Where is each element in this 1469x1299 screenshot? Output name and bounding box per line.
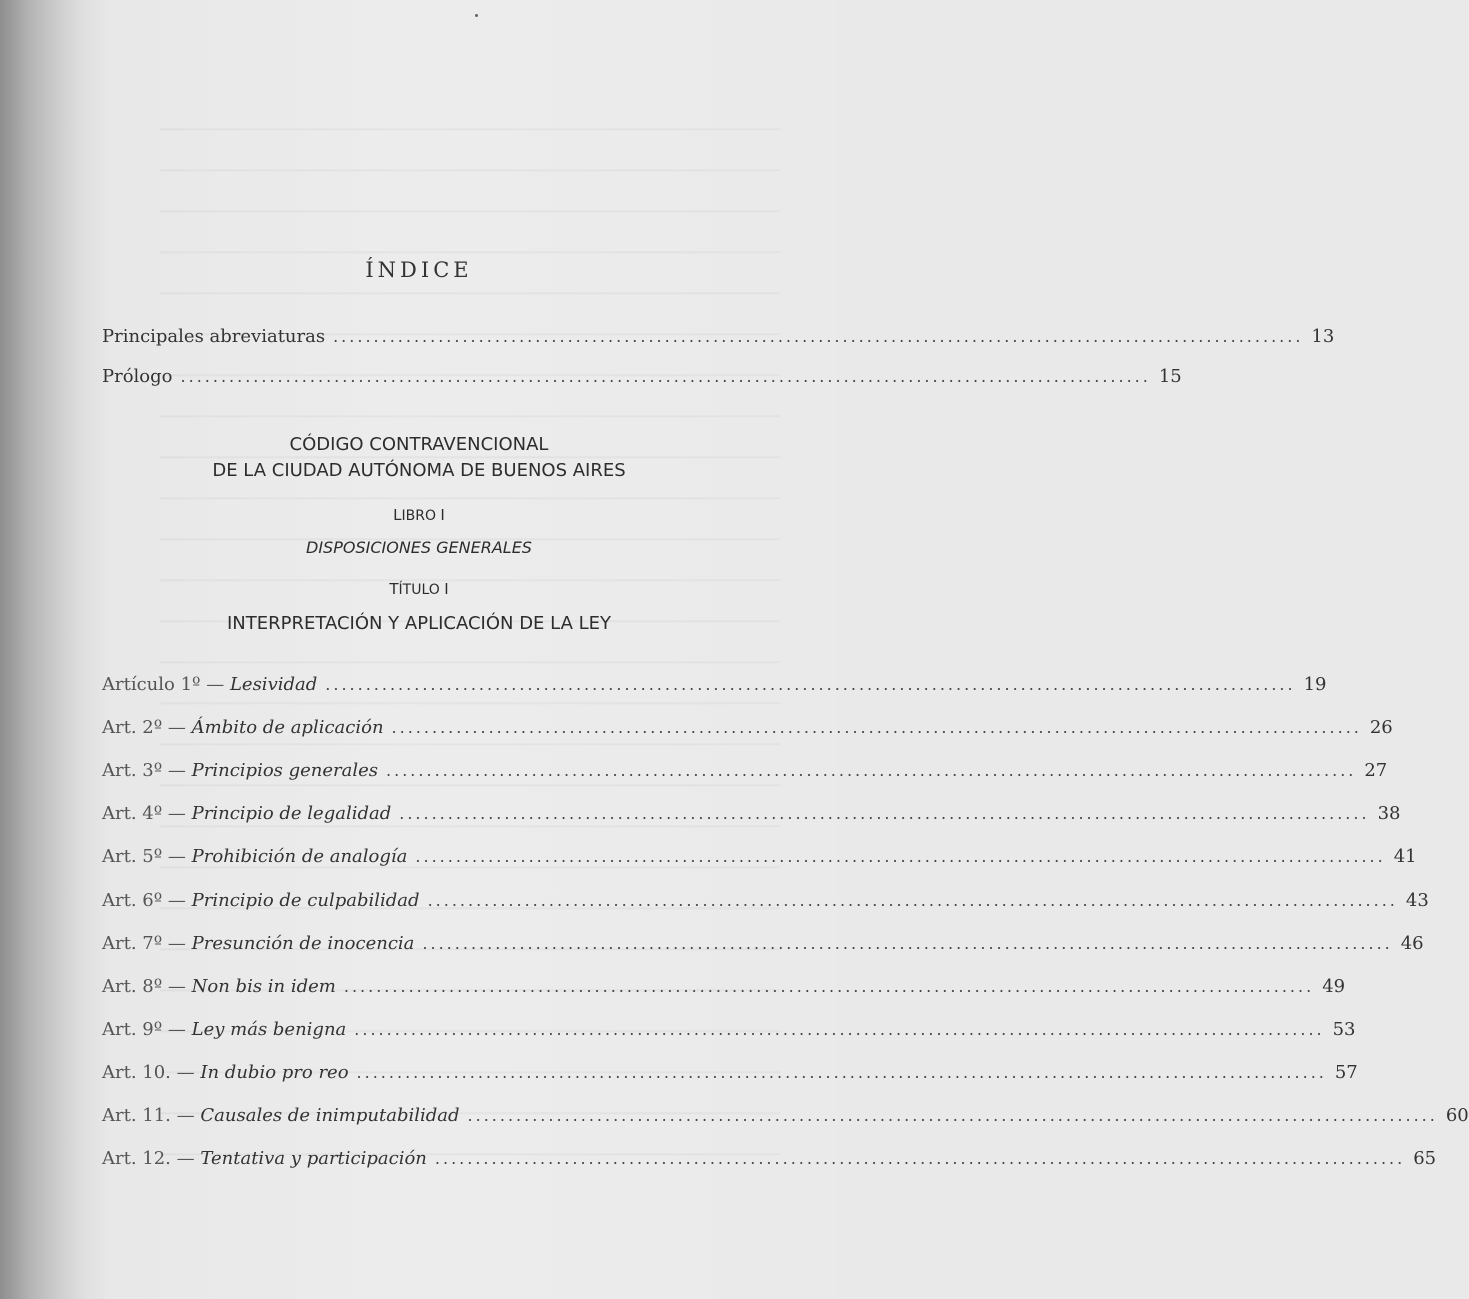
index-title: ÍNDICE bbox=[365, 258, 473, 282]
article-name: Causales de inimputabilidad bbox=[200, 1105, 460, 1126]
leader-dots: ........................................................................................................................ bbox=[434, 1149, 1406, 1169]
article-name: In dubio pro reo bbox=[200, 1061, 349, 1083]
book-subtitle: DISPOSICIONES GENERALES bbox=[306, 538, 532, 557]
toc-page-number: 57 bbox=[1334, 1061, 1358, 1083]
leader-dots: ........................................................................................................................ bbox=[343, 976, 1315, 996]
article-name: Prohibición de analogía bbox=[191, 846, 408, 868]
book-heading bbox=[100, 506, 738, 524]
toc-page-number: 49 bbox=[1322, 975, 1346, 997]
article-number: Art. 3º — bbox=[102, 760, 186, 782]
title-subtitle: INTERPRETACIÓN Y APLICACIÓN DE LA LEY bbox=[226, 613, 612, 634]
toc-label bbox=[102, 1148, 427, 1169]
toc-row-abbreviations[interactable] bbox=[102, 326, 1335, 354]
toc-row-article[interactable] bbox=[102, 932, 1424, 961]
toc-label bbox=[102, 1019, 346, 1040]
toc-label bbox=[102, 717, 384, 738]
toc-row-article[interactable] bbox=[102, 674, 1327, 702]
leader-dots: ........................................................................................................................ bbox=[399, 804, 1370, 824]
title-label-rest: ÍTULO bbox=[398, 582, 440, 598]
toc-page-number: 53 bbox=[1332, 1018, 1356, 1040]
toc-page-number: 41 bbox=[1393, 846, 1417, 868]
leader-dots: ........................................................................................................................ bbox=[391, 718, 1362, 738]
toc-page-number: 38 bbox=[1377, 803, 1401, 825]
toc-row-article[interactable] bbox=[102, 889, 1429, 918]
toc-row-article[interactable] bbox=[102, 846, 1417, 874]
toc-page-number: 13 bbox=[1311, 326, 1335, 347]
book-label-initial: L bbox=[393, 506, 402, 524]
code-heading-line1: CÓDIGO CONTRAVENCIONAL bbox=[289, 434, 549, 455]
book-label-rest: IBRO bbox=[401, 508, 436, 524]
article-number: Art. 9º — bbox=[102, 1018, 186, 1040]
toc-label bbox=[102, 760, 378, 781]
toc-label bbox=[102, 890, 420, 911]
article-name: Principios generales bbox=[191, 760, 379, 782]
toc-page-number: 15 bbox=[1158, 366, 1182, 387]
leader-dots: ........................................................................................................................ bbox=[422, 933, 1393, 953]
ink-speck bbox=[475, 14, 478, 17]
article-number: Artículo 1º — bbox=[102, 674, 225, 695]
article-name: Principio de legalidad bbox=[191, 803, 392, 825]
leader-dots: ........................................................................................................................ bbox=[325, 675, 1296, 694]
toc-label bbox=[102, 1062, 349, 1083]
article-number: Art. 11. — bbox=[102, 1105, 195, 1126]
toc-row-prologue[interactable] bbox=[102, 366, 1182, 394]
toc-row-article[interactable] bbox=[102, 760, 1388, 788]
article-number: Art. 6º — bbox=[102, 889, 186, 911]
toc-row-article[interactable] bbox=[102, 717, 1393, 745]
article-name: Presunción de inocencia bbox=[191, 932, 415, 954]
article-name: Tentativa y participación bbox=[200, 1148, 427, 1170]
article-name: Non bis in idem bbox=[191, 975, 336, 997]
leader-dots: ........................................................................................................................ bbox=[356, 1062, 1327, 1082]
toc-row-article[interactable] bbox=[102, 1018, 1356, 1047]
toc-label bbox=[102, 803, 391, 824]
article-number: Art. 10. — bbox=[102, 1061, 195, 1083]
toc-page-number: 60 bbox=[1445, 1105, 1469, 1126]
toc-row-article[interactable] bbox=[102, 1148, 1437, 1176]
article-name: Lesividad bbox=[229, 674, 318, 695]
leader-dots: ........................................................................................................................ bbox=[354, 1019, 1325, 1039]
leader-dots: ........................................................................................................................ bbox=[180, 367, 1151, 386]
article-name: Principio de culpabilidad bbox=[191, 889, 420, 911]
toc-label bbox=[102, 976, 336, 997]
article-number: Art. 7º — bbox=[102, 932, 186, 954]
toc-page-number: 27 bbox=[1364, 760, 1388, 782]
article-number: Art. 5º — bbox=[102, 846, 186, 868]
toc-row-article[interactable] bbox=[102, 975, 1346, 1004]
article-name: Ámbito de aplicación bbox=[191, 717, 384, 739]
toc-page-number: 43 bbox=[1405, 889, 1429, 911]
code-heading-line2: DE LA CIUDAD AUTÓNOMA DE BUENOS AIRES bbox=[212, 460, 626, 481]
toc-label bbox=[102, 846, 407, 867]
toc-row-article[interactable] bbox=[102, 1105, 1469, 1133]
book-number: I bbox=[440, 506, 445, 524]
toc-label bbox=[102, 933, 414, 954]
title-heading bbox=[100, 580, 738, 598]
leader-dots: ........................................................................................................................ bbox=[415, 847, 1386, 867]
toc-page-number: 65 bbox=[1413, 1148, 1437, 1170]
leader-dots: ........................................................................................................................ bbox=[467, 1106, 1438, 1125]
title-number: I bbox=[444, 580, 449, 598]
title-label-initial: T bbox=[389, 580, 399, 598]
article-number: Art. 4º — bbox=[102, 803, 186, 825]
article-number: Art. 8º — bbox=[102, 975, 186, 997]
toc-label bbox=[102, 1105, 460, 1126]
leader-dots: ........................................................................................................................ bbox=[427, 890, 1398, 910]
toc-label: Prólogo bbox=[102, 366, 173, 387]
toc-row-article[interactable] bbox=[102, 803, 1401, 831]
toc-row-article[interactable] bbox=[102, 1061, 1358, 1090]
toc-label bbox=[102, 674, 317, 695]
article-name: Ley más benigna bbox=[191, 1018, 347, 1040]
article-number: Art. 12. — bbox=[102, 1148, 195, 1170]
leader-dots: ........................................................................................................................ bbox=[386, 761, 1357, 781]
toc-page-number: 46 bbox=[1400, 932, 1424, 954]
toc-page-number: 26 bbox=[1369, 717, 1393, 739]
toc-label: Principales abreviaturas bbox=[102, 326, 326, 347]
leader-dots: ........................................................................................................................ bbox=[333, 327, 1304, 346]
article-number: Art. 2º — bbox=[102, 717, 186, 739]
toc-page-number: 19 bbox=[1303, 674, 1327, 695]
